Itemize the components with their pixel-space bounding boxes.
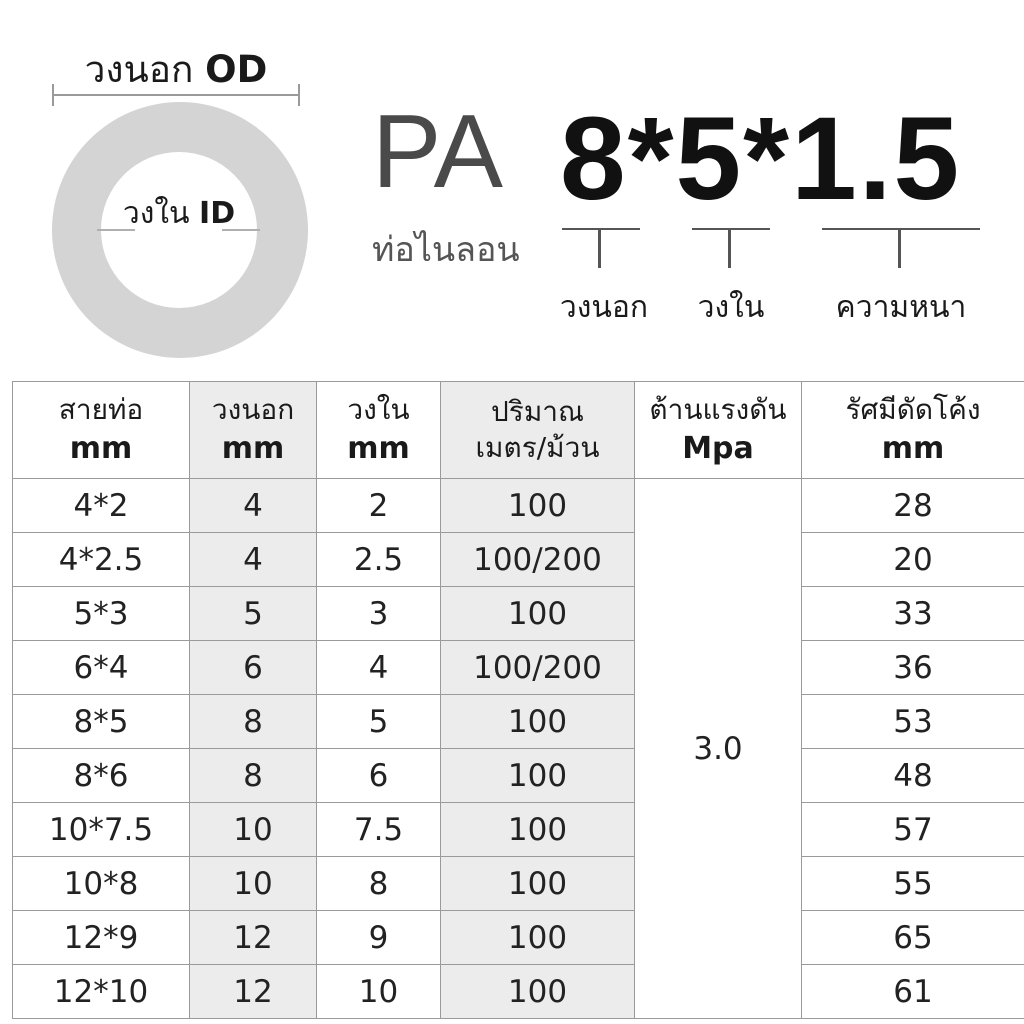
cell-size: 12*9	[13, 911, 190, 965]
id-label: วงใน ID	[122, 196, 236, 231]
cell-pressure: 3.0	[635, 479, 802, 1019]
cell-size: 4*2.5	[13, 533, 190, 587]
material-code: PA	[372, 94, 504, 210]
table-row	[13, 965, 1024, 1019]
table-row	[13, 857, 1024, 911]
cell-od: 12	[190, 911, 317, 965]
header-quantity: ปริมาณ เมตร/ม้วน	[441, 382, 635, 479]
cell-quantity: 100	[441, 911, 635, 965]
cell-size: 8*5	[13, 695, 190, 749]
cell-bend-radius: 28	[802, 479, 1024, 533]
table-header-row	[13, 382, 1024, 479]
cell-size: 4*2	[13, 479, 190, 533]
cell-bend-radius: 57	[802, 803, 1024, 857]
cell-quantity: 100/200	[441, 641, 635, 695]
cell-quantity: 100	[441, 587, 635, 641]
cell-bend-radius: 65	[802, 911, 1024, 965]
od-dimension-label: วงนอก	[559, 290, 649, 325]
product-name: ท่อไนลอน	[372, 230, 520, 270]
table-row	[13, 803, 1024, 857]
id-abbrev: ID	[199, 196, 236, 231]
header-od: วงนอก mm	[190, 382, 317, 479]
cell-size: 12*10	[13, 965, 190, 1019]
table-row	[13, 587, 1024, 641]
cell-bend-radius: 55	[802, 857, 1024, 911]
od-dimension-line	[53, 94, 299, 96]
header-bend-radius: รัศมีดัดโค้ง mm	[802, 382, 1024, 479]
od-label: วงนอก OD	[84, 48, 268, 91]
cell-id: 6	[317, 749, 441, 803]
cell-id: 9	[317, 911, 441, 965]
cell-id: 4	[317, 641, 441, 695]
cell-bend-radius: 61	[802, 965, 1024, 1019]
cell-bend-radius: 48	[802, 749, 1024, 803]
cell-bend-radius: 53	[802, 695, 1024, 749]
cell-quantity: 100	[441, 803, 635, 857]
cell-id: 10	[317, 965, 441, 1019]
cell-od: 10	[190, 803, 317, 857]
cell-od: 4	[190, 479, 317, 533]
cell-id: 5	[317, 695, 441, 749]
header-pressure: ต้านแรงดัน Mpa	[635, 382, 802, 479]
header-size: สายท่อ mm	[13, 382, 190, 479]
cell-od: 6	[190, 641, 317, 695]
cell-quantity: 100	[441, 965, 635, 1019]
cell-id: 7.5	[317, 803, 441, 857]
cell-bend-radius: 33	[802, 587, 1024, 641]
cell-size: 6*4	[13, 641, 190, 695]
cell-size: 8*6	[13, 749, 190, 803]
cell-quantity: 100	[441, 479, 635, 533]
table-row	[13, 641, 1024, 695]
size-spec: 8*5*1.5	[560, 93, 962, 225]
od-abbrev: OD	[205, 48, 268, 91]
thickness-dimension-label: ความหนา	[835, 290, 967, 325]
cell-id: 8	[317, 857, 441, 911]
cell-bend-radius: 20	[802, 533, 1024, 587]
cell-od: 4	[190, 533, 317, 587]
cell-size: 5*3	[13, 587, 190, 641]
cell-id: 3	[317, 587, 441, 641]
cell-quantity: 100	[441, 857, 635, 911]
table-row	[13, 533, 1024, 587]
cell-od: 5	[190, 587, 317, 641]
cell-id: 2.5	[317, 533, 441, 587]
cell-bend-radius: 36	[802, 641, 1024, 695]
cell-quantity: 100	[441, 749, 635, 803]
table-row	[13, 749, 1024, 803]
table-row	[13, 911, 1024, 965]
cell-size: 10*7.5	[13, 803, 190, 857]
table-row	[13, 695, 1024, 749]
cell-quantity: 100	[441, 695, 635, 749]
header-id: วงใน mm	[317, 382, 441, 479]
cell-size: 10*8	[13, 857, 190, 911]
cell-od: 8	[190, 749, 317, 803]
cell-od: 12	[190, 965, 317, 1019]
cell-id: 2	[317, 479, 441, 533]
id-dimension-label: วงใน	[697, 290, 765, 325]
cell-od: 8	[190, 695, 317, 749]
table-row	[13, 479, 1024, 533]
spec-table	[12, 381, 1024, 1019]
cell-od: 10	[190, 857, 317, 911]
cell-quantity: 100/200	[441, 533, 635, 587]
